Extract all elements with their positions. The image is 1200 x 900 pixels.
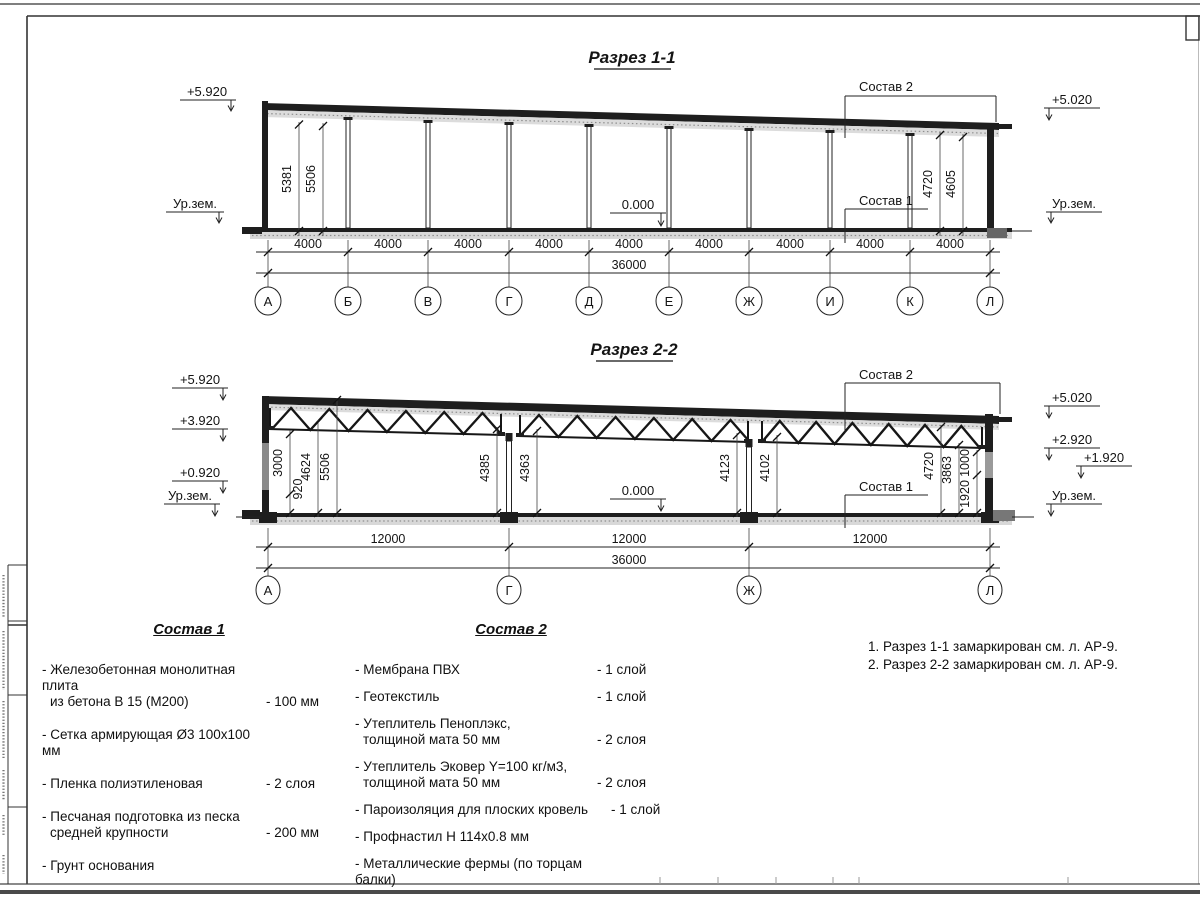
svg-text:Е: Е bbox=[664, 294, 674, 309]
titleblock-side-strip bbox=[8, 565, 27, 884]
svg-text:+1.920: +1.920 bbox=[1083, 450, 1125, 465]
svg-text:0.000: 0.000 bbox=[621, 483, 655, 498]
svg-text:Ж: Ж bbox=[742, 583, 756, 598]
note-line: 2. Разрез 2-2 замаркирован см. л. АР-9. bbox=[868, 657, 1118, 672]
svg-text:4385: 4385 bbox=[478, 454, 492, 482]
elevation-marks-left bbox=[164, 372, 228, 516]
svg-text:Состав 2: Состав 2 bbox=[859, 79, 913, 94]
svg-text:Состав 1: Состав 1 bbox=[859, 193, 913, 208]
svg-text:4000: 4000 bbox=[294, 237, 322, 251]
svg-text:Состав 2: Состав 2 bbox=[859, 367, 913, 382]
svg-text:Л: Л bbox=[985, 294, 995, 309]
svg-text:Ж: Ж bbox=[742, 294, 756, 309]
svg-text:К: К bbox=[906, 294, 914, 309]
roof-deck bbox=[262, 396, 1012, 430]
composition-2-list bbox=[355, 622, 667, 899]
svg-text:4000: 4000 bbox=[695, 237, 723, 251]
svg-text:4000: 4000 bbox=[535, 237, 563, 251]
axis-bubbles bbox=[256, 576, 1002, 604]
list-item: - Железобетонная монолитная плита из бетона В 15 (М200) - 100 мм bbox=[42, 662, 320, 709]
svg-text:12000: 12000 bbox=[852, 532, 888, 546]
composition-1-title: Состав 1 bbox=[153, 621, 225, 638]
svg-text:3000: 3000 bbox=[271, 449, 285, 477]
svg-text:4123: 4123 bbox=[718, 454, 732, 482]
svg-text:4102: 4102 bbox=[758, 454, 772, 482]
svg-text:+5.020: +5.020 bbox=[1051, 390, 1093, 405]
svg-text:4720: 4720 bbox=[921, 170, 935, 198]
section-2-title: Разрез 2-2 bbox=[590, 340, 678, 359]
svg-text:4363: 4363 bbox=[518, 454, 532, 482]
svg-text:4720: 4720 bbox=[922, 452, 936, 480]
svg-text:4000: 4000 bbox=[936, 237, 964, 251]
list-item: - Геотекстиль - 1 слой bbox=[355, 689, 647, 704]
elevation-marks-right bbox=[1044, 390, 1132, 516]
elev-mark: +5.020 bbox=[1051, 92, 1093, 107]
svg-text:12000: 12000 bbox=[370, 532, 406, 546]
floor-slab bbox=[236, 510, 1034, 525]
svg-text:3863: 3863 bbox=[940, 456, 954, 484]
frame-corner-box bbox=[1186, 16, 1199, 40]
elev-mark: Ур.зем. bbox=[1051, 196, 1097, 211]
svg-text:Б: Б bbox=[343, 294, 353, 309]
dimension-chain bbox=[256, 237, 1000, 287]
elev-mark: Ур.зем. bbox=[172, 196, 218, 211]
list-item: - Утеплитель Пеноплэкс, толщиной мата 50 мм - 2 слоя bbox=[355, 716, 647, 747]
svg-text:4000: 4000 bbox=[856, 237, 884, 251]
svg-text:5506: 5506 bbox=[318, 453, 332, 481]
svg-text:Г: Г bbox=[505, 583, 513, 598]
svg-text:+3.920: +3.920 bbox=[179, 413, 221, 428]
svg-text:1920: 1920 bbox=[958, 480, 972, 508]
axis-bubbles bbox=[255, 287, 1003, 315]
composition-2-title: Состав 2 bbox=[475, 621, 547, 638]
zero-level-mark bbox=[610, 483, 666, 511]
svg-text:И: И bbox=[825, 294, 835, 309]
section-1 bbox=[166, 48, 1102, 315]
svg-text:1000: 1000 bbox=[958, 449, 972, 477]
svg-text:0.000: 0.000 bbox=[621, 197, 655, 212]
roof-beam bbox=[262, 103, 1012, 137]
svg-text:Д: Д bbox=[584, 294, 594, 309]
svg-text:Г: Г bbox=[505, 294, 513, 309]
list-item: - Профнастил Н 114х0.8 мм bbox=[355, 829, 529, 844]
svg-text:А: А bbox=[263, 583, 273, 598]
list-item: - Пароизоляция для плоских кровель - 1 слой bbox=[355, 802, 661, 817]
svg-text:В: В bbox=[423, 294, 433, 309]
list-item: - Утеплитель Эковер Y=100 кг/м3, толщиной мата 50 мм - 2 слоя bbox=[355, 759, 647, 790]
svg-text:Ур.зем.: Ур.зем. bbox=[1051, 488, 1097, 503]
svg-text:36000: 36000 bbox=[611, 258, 647, 272]
svg-text:+5.920: +5.920 bbox=[179, 372, 221, 387]
svg-text:5506: 5506 bbox=[304, 165, 318, 193]
svg-text:4000: 4000 bbox=[615, 237, 643, 251]
svg-text:4000: 4000 bbox=[374, 237, 402, 251]
list-item: - Сетка армирующая Ø3 100х100 мм bbox=[42, 727, 251, 758]
svg-text:4624: 4624 bbox=[299, 453, 313, 481]
svg-text:+0.920: +0.920 bbox=[179, 465, 221, 480]
svg-text:А: А bbox=[263, 294, 273, 309]
svg-text:Л: Л bbox=[985, 583, 995, 598]
zero-level-mark bbox=[610, 197, 666, 226]
list-item: - Грунт основания bbox=[42, 858, 155, 873]
list-item: - Мембрана ПВХ - 1 слой bbox=[355, 662, 647, 677]
svg-text:4000: 4000 bbox=[454, 237, 482, 251]
svg-text:Ур.зем.: Ур.зем. bbox=[167, 488, 213, 503]
sheet-notes bbox=[868, 638, 1118, 674]
svg-text:920: 920 bbox=[291, 478, 305, 500]
note-line: 1. Разрез 1-1 замаркирован см. л. АР-9. bbox=[868, 639, 1118, 654]
svg-text:5381: 5381 bbox=[280, 165, 294, 193]
svg-text:12000: 12000 bbox=[611, 532, 647, 546]
list-item: - Металлические фермы (по торцам балки) bbox=[355, 856, 583, 887]
svg-text:Состав 1: Состав 1 bbox=[859, 479, 913, 494]
svg-text:36000: 36000 bbox=[611, 553, 647, 567]
svg-text:4605: 4605 bbox=[944, 170, 958, 198]
dimension-chain bbox=[256, 528, 1000, 576]
svg-text:4000: 4000 bbox=[776, 237, 804, 251]
svg-text:+2.920: +2.920 bbox=[1051, 432, 1093, 447]
elev-mark: +5.920 bbox=[186, 84, 228, 99]
section-2 bbox=[164, 340, 1132, 604]
section-1-title: Разрез 1-1 bbox=[588, 48, 676, 67]
titleblock-bottom-ticks bbox=[660, 877, 1068, 884]
list-item: - Песчаная подготовка из песка средней крупности - 200 мм bbox=[42, 809, 320, 840]
list-item: - Пленка полиэтиленовая - 2 слоя bbox=[42, 776, 316, 791]
height-dimensions bbox=[280, 121, 967, 237]
composition-1-list bbox=[42, 622, 336, 891]
